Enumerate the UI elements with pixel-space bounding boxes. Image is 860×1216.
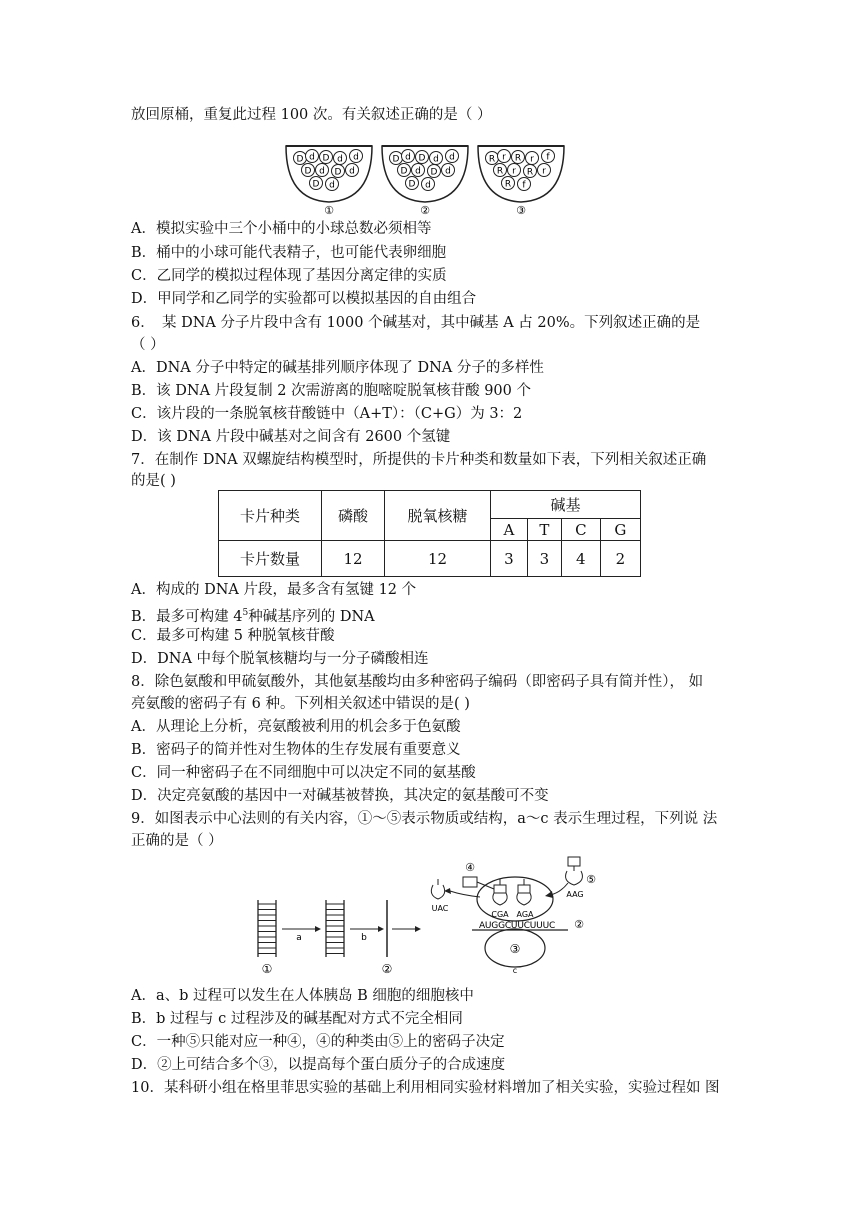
arrow-trna-exit-icon <box>444 888 451 894</box>
q8-stem-line1: 8．除色氨酸和甲硫氨酸外，其他氨基酸均由多种密码子编码（即密码子具有简并性）， 如 <box>131 674 704 690</box>
bucket-1 <box>286 146 372 216</box>
header-base: 碱基 <box>491 491 641 519</box>
cell-base-c: 4 <box>561 541 600 577</box>
q7-option-c: C．最多可构建 5 种脱氧核苷酸 <box>131 628 335 644</box>
ball-label-b2-7: D <box>430 167 438 178</box>
q6-option-c: C．该片段的一条脱氧核苷酸链中（A+T）：（C+G）为 3：2 <box>131 406 523 422</box>
bucket-2-label: ② <box>420 204 430 216</box>
ball-label-b2-2: D <box>418 153 426 164</box>
q7-option-a: A．构成的 DNA 片段，最多含有氢键 12 个 <box>131 582 417 598</box>
bucket-3-label: ③ <box>516 204 526 216</box>
label-process-b: b <box>361 933 367 943</box>
q5-option-c: C．乙同学的模拟过程体现了基因分离定律的实质 <box>131 268 447 284</box>
ball-label-b1-6: d <box>319 166 325 177</box>
label-num-2: ② <box>574 918 584 931</box>
cell-base-t: 3 <box>527 541 561 577</box>
ribosome-large-subunit <box>477 877 553 921</box>
ball-label-b1-8: d <box>349 166 355 177</box>
cell-phosphate: 12 <box>322 541 385 577</box>
label-num-2-bottom: ② <box>381 962 393 976</box>
label-num-4: ④ <box>465 861 475 874</box>
ball-label-b3-4: f <box>546 152 550 163</box>
ball-label-b1-9: D <box>312 179 320 190</box>
ball-label-b1-3: d <box>337 154 343 165</box>
label-process-c: c <box>512 966 518 975</box>
q7-option-d: D．DNA 中每个脱氧核糖均与一分子磷酸相连 <box>131 651 429 667</box>
arrow-trna-enter-icon <box>545 891 553 898</box>
anticodon-uac: UAC <box>431 904 449 913</box>
q9-stem-line2: 正确的是（ ） <box>131 833 223 849</box>
ball-label-b3-5: R <box>496 166 504 177</box>
arrow-a-icon <box>315 926 321 932</box>
codon-aga: AGA <box>516 910 534 919</box>
ball-label-b2-4: d <box>449 152 455 163</box>
ball-label-b2-3: d <box>433 154 439 165</box>
q7-option-b-post: 种碱基序列的 DNA <box>248 608 375 625</box>
q9-option-c: C．一种⑤只能对应一种④，④的种类由⑤上的密码子决定 <box>131 1034 505 1050</box>
q9-option-a: A．a、b 过程可以发生在人体胰岛 B 细胞的细胞核中 <box>131 988 474 1004</box>
q7-stem-line1: 7．在制作 DNA 双螺旋结构模型时，所提供的卡片种类和数量如下表，下列相关叙述正确 <box>131 452 707 468</box>
ball-label-b3-8: r <box>542 166 546 177</box>
cell-deoxyribose: 12 <box>385 541 491 577</box>
bucket-3 <box>478 146 564 216</box>
ball-label-b3-6: r <box>512 166 516 177</box>
q5-option-d: D．甲同学和乙同学的实验都可以模拟基因的自由组合 <box>131 291 477 307</box>
trna-incoming <box>566 857 583 885</box>
q6-option-b: B．该 DNA 片段复制 2 次需游离的胞嘧啶脱氧核苷酸 900 个 <box>131 383 531 399</box>
header-phosphate: 磷酸 <box>322 491 385 541</box>
q6-stem-line1: 6． 某 DNA 分子片段中含有 1000 个碱基对，其中碱基 A 占 20%。下列叙述正确的是 <box>131 315 701 331</box>
label-num-5: ⑤ <box>586 873 596 886</box>
q6-stem-line2: （ ） <box>131 337 165 353</box>
codon-cga: CGA <box>491 910 509 919</box>
ball-label-b3-3: r <box>530 154 534 165</box>
q8-stem-line2: 亮氨酸的密码子有 6 种。下列相关叙述中错误的是( ) <box>131 696 470 712</box>
ball-label-b1-7: D <box>334 167 342 178</box>
header-deoxyribose: 脱氧核糖 <box>385 491 491 541</box>
label-process-a: a <box>296 933 302 943</box>
header-base-t: T <box>527 519 561 541</box>
trna-on-ribosome <box>493 879 531 905</box>
ball-label-b1-10: d <box>329 180 335 191</box>
ball-label-b2-8: d <box>445 166 451 177</box>
q5-option-a: A．模拟实验中三个小桶中的小球总数必须相等 <box>131 221 432 237</box>
ball-label-b3-10: f <box>522 180 526 191</box>
dna-ladder-2 <box>326 900 344 957</box>
q6-option-a: A．DNA 分子中特定的碱基排列顺序体现了 DNA 分子的多样性 <box>131 360 544 376</box>
mrna-sequence: AUGGCUUCUUUC <box>478 921 556 931</box>
q8-option-a: A．从理论上分析，亮氨酸被利用的机会多于色氨酸 <box>131 719 461 735</box>
amino-acid-box <box>463 877 477 887</box>
ball-label-b3-9: R <box>504 179 512 190</box>
header-base-g: G <box>600 519 640 541</box>
label-num-3: ③ <box>509 942 521 956</box>
header-base-a: A <box>491 519 528 541</box>
q7-option-b-exponent: 5 <box>242 608 249 618</box>
bucket-1-label: ① <box>324 204 334 216</box>
q8-option-c: C．同一种密码子在不同细胞中可以决定不同的氨基酸 <box>131 765 476 781</box>
q10-stem-line1: 10．某科研小组在格里菲思实验的基础上利用相同实验材料增加了相关实验，实验过程如 图 <box>131 1080 720 1096</box>
q9-option-d: D．②上可结合多个③，以提高每个蛋白质分子的合成速度 <box>131 1057 506 1073</box>
anticodon-aag: AAG <box>566 890 584 899</box>
bucket-2 <box>382 146 468 216</box>
ball-label-b1-4: d <box>353 152 359 163</box>
q7-option-b <box>131 603 375 627</box>
ball-label-b2-9: D <box>408 179 416 190</box>
q5-option-b: B．桶中的小球可能代表精子，也可能代表卵细胞 <box>131 245 447 261</box>
q6-option-d: D．该 DNA 片段中碱基对之间含有 2600 个氢键 <box>131 429 451 445</box>
header-base-c: C <box>561 519 600 541</box>
header-card-type: 卡片种类 <box>219 491 322 541</box>
arrow-b-icon <box>378 926 384 932</box>
ball-label-b3-2: R <box>514 153 522 164</box>
buckets-figure <box>284 140 566 216</box>
ball-label-b1-2: D <box>322 153 330 164</box>
question5-stem-tail: 放回原桶，重复此过程 100 次。有关叙述正确的是（ ） <box>131 107 492 123</box>
q9-stem-line1: 9．如图表示中心法则的有关内容，①～⑤表示物质或结构，a～c 表示生理过程，下列说 法 <box>131 811 718 827</box>
ball-label-b2-10: d <box>425 180 431 191</box>
ball-label-b2-6: d <box>415 166 421 177</box>
ball-label-b1-1: d <box>309 152 315 163</box>
ball-label-b3-0: R <box>488 154 496 165</box>
central-dogma-diagram <box>250 855 610 980</box>
ball-label-b2-5: D <box>400 166 408 177</box>
ball-label-b1-5: D <box>304 166 312 177</box>
ball-label-b3-1: r <box>502 152 506 163</box>
trna-leaving <box>431 879 444 899</box>
label-num-1: ① <box>261 962 273 976</box>
ball-label-b2-0: D <box>392 154 400 165</box>
ball-label-b2-1: d <box>405 152 411 163</box>
q7-option-b-pre: B．最多可构建 4 <box>131 608 243 625</box>
ball-label-b1-0: D <box>296 154 304 165</box>
q8-option-d: D．决定亮氨酸的基因中一对碱基被替换，其决定的氨基酸可不变 <box>131 788 549 804</box>
q7-stem-line2: 的是( ) <box>131 473 176 489</box>
cell-base-g: 2 <box>600 541 640 577</box>
q8-option-b: B．密码子的简并性对生物体的生存发展有重要意义 <box>131 742 461 758</box>
q9-option-b: B．b 过程与 c 过程涉及的碱基配对方式不完全相同 <box>131 1011 463 1027</box>
dna-ladder-1 <box>258 900 276 957</box>
card-table <box>218 490 641 577</box>
cell-base-a: 3 <box>491 541 528 577</box>
row-label-count: 卡片数量 <box>219 541 322 577</box>
ball-label-b3-7: R <box>526 167 534 178</box>
arrow-to-ribosome-icon <box>415 926 421 932</box>
